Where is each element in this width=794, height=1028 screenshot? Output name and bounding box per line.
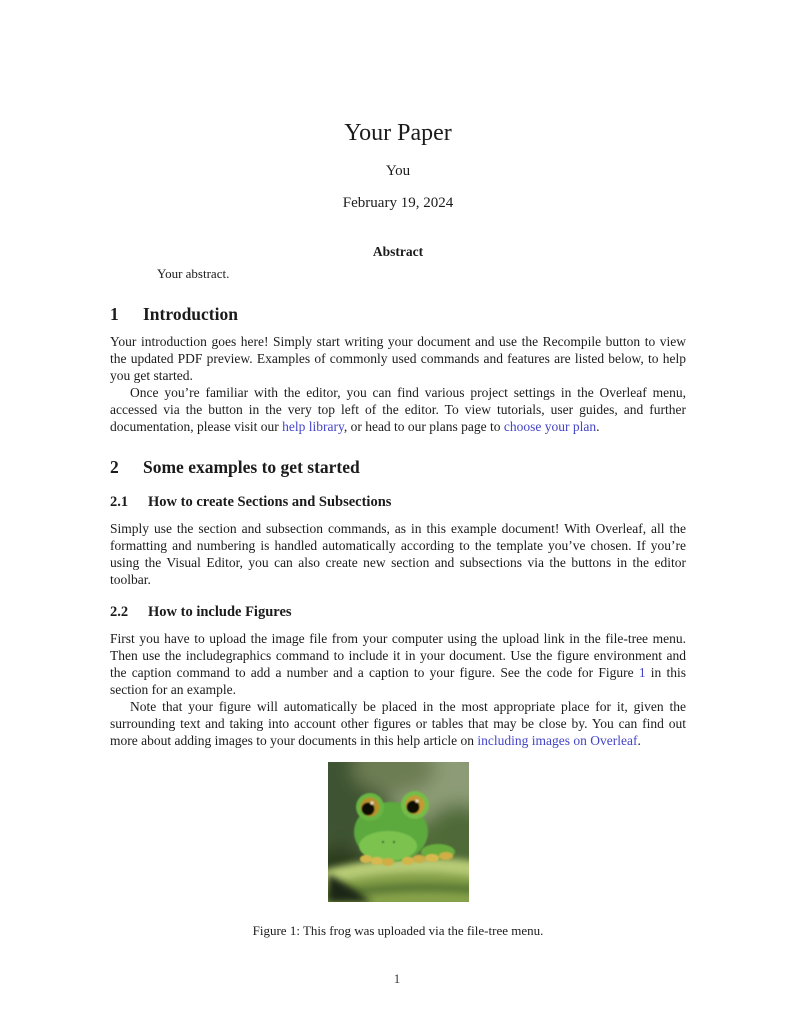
help-library-link[interactable]: help library: [282, 419, 344, 434]
section-title: Introduction: [143, 304, 238, 324]
subsection-number: 2.1: [110, 494, 129, 510]
paper-author: You: [385, 163, 411, 179]
subsection-number: 2.2: [110, 604, 129, 620]
page-content: [110, 0, 686, 939]
subsection-heading-figures: [110, 603, 686, 622]
section-title: Some examples to get started: [143, 457, 360, 477]
figures-paragraph-1: [110, 630, 686, 698]
subsection-title: How to create Sections and Subsections: [148, 494, 392, 510]
choose-your-plan-link[interactable]: choose your plan: [503, 419, 597, 434]
section-number: 2: [110, 457, 119, 477]
text-run: First you have to upload the image file from your computer using the upload link in the file-tree menu. Then use the includegraphics command to include it in your document. Use the figure environment and the caption command to add a number and a caption to your figure. See the code for Figure: [110, 631, 686, 680]
sections-paragraph: Simply use the section and subsection commands, as in this example document! With Overleaf, all the formatting and numbering is handled automatically according to the template you’ve chosen. If you’re using the Visual Editor, you can also create new section and subsections via the buttons in the editor toolbar.: [110, 521, 686, 587]
text-run: , or head to our plans page to: [343, 419, 504, 434]
subsection-title: How to include Figures: [148, 604, 292, 620]
paper-title: Your Paper: [344, 120, 452, 146]
frog-photo: [328, 762, 469, 902]
figure-1-caption: Figure 1: This frog was uploaded via the file-tree menu.: [252, 923, 544, 938]
section-number: 1: [110, 304, 119, 324]
page-number: 1: [393, 971, 401, 986]
text-run: Note that your figure will automatically be placed in the most appropriate place for it, given the surrounding text and taking into account other figures or tables that may be close by. You can find out more about adding images to your documents in this help article on: [110, 699, 686, 748]
figure-1: [110, 762, 686, 939]
abstract-text: Your abstract.: [157, 266, 230, 281]
subsection-heading-sections: [110, 493, 686, 512]
figure-1-reference-link[interactable]: 1: [638, 665, 646, 680]
abstract-heading: Abstract: [372, 244, 424, 259]
section-heading-examples: [110, 456, 686, 478]
intro-paragraph-1: Your introduction goes here! Simply start writing your document and use the Recompile button to view the updated PDF preview. Examples of commonly used commands and features are listed below, to help you get started.: [110, 334, 686, 383]
section-heading-introduction: [110, 303, 686, 325]
text-run: Once you’re familiar with the editor, you can find various project settings in the Overleaf menu, accessed via the button in the very top left of the editor. To view tutorials, user guides, and further documentation, please visit our: [110, 385, 686, 434]
paper-date: February 19, 2024: [342, 195, 454, 211]
text-run: .: [596, 419, 600, 434]
intro-paragraph-2: [110, 384, 686, 435]
including-images-link[interactable]: including images on Overleaf: [477, 733, 638, 748]
figures-paragraph-2: [110, 698, 686, 749]
text-run: in this section for an example.: [110, 665, 687, 697]
text-run: .: [637, 733, 641, 748]
